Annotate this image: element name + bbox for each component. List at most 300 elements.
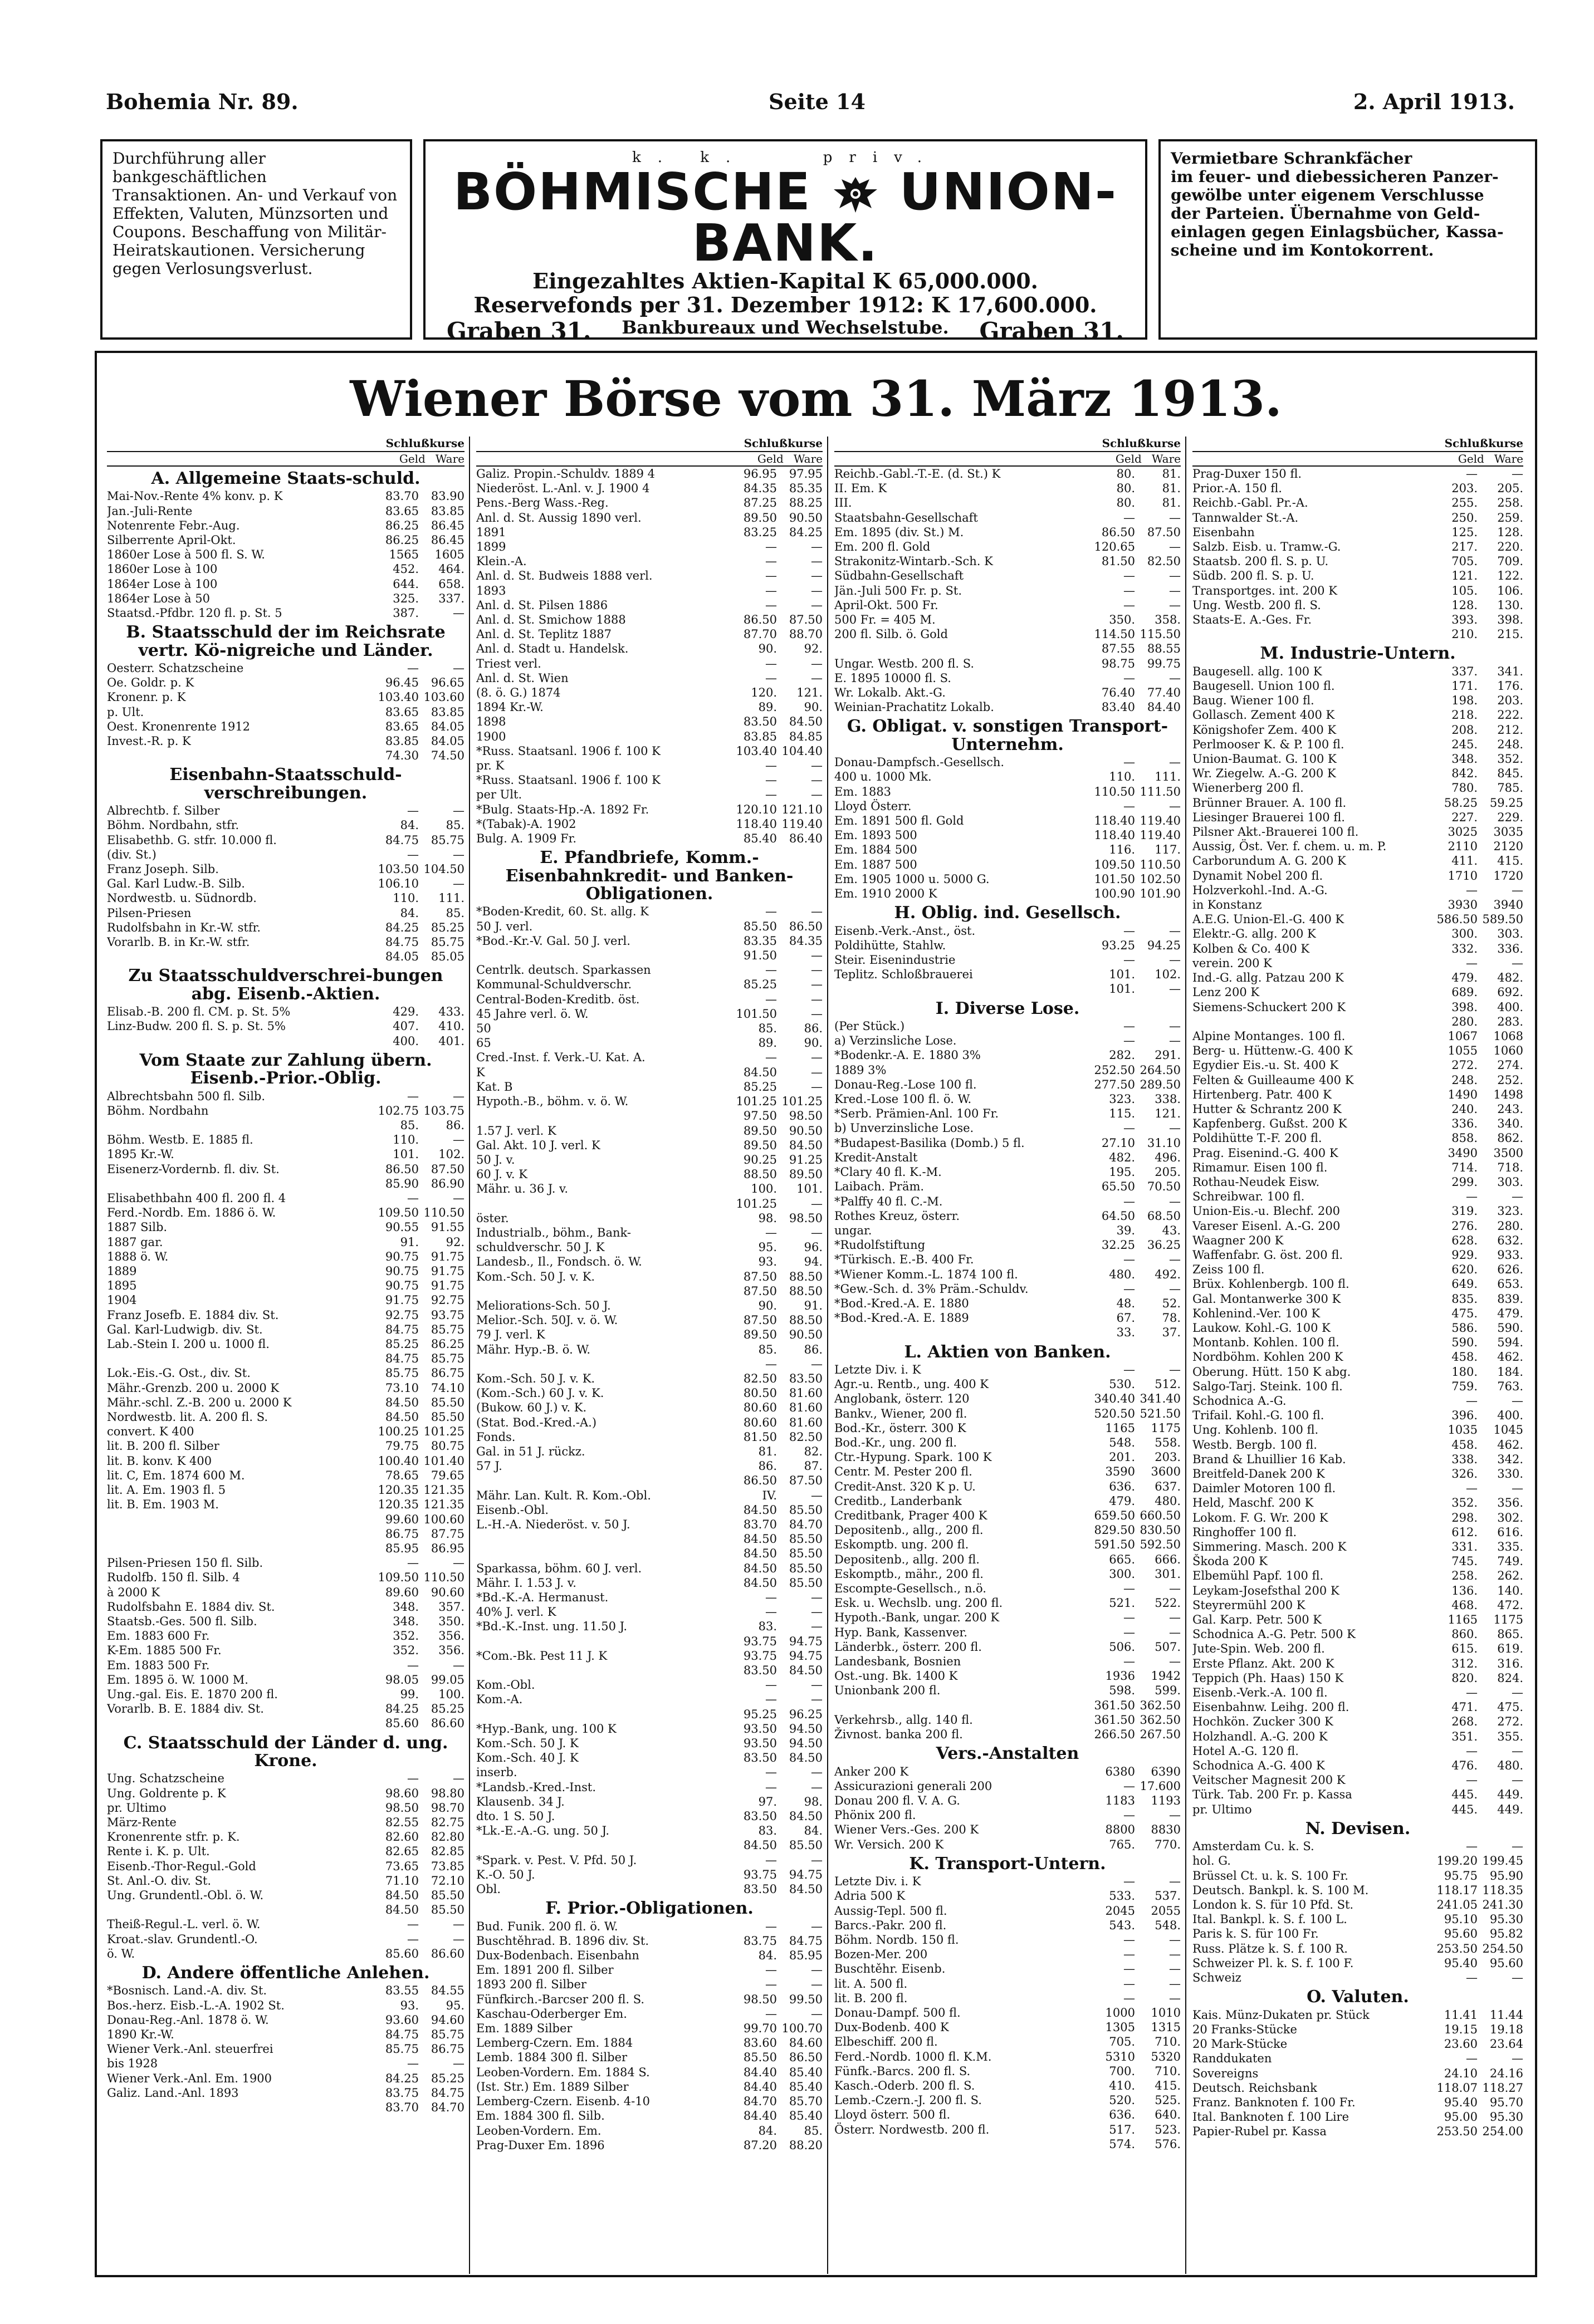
quotation-row [476,904,823,919]
ware-value: 95. [446,1998,464,2012]
geld-value: — [765,671,777,685]
security-name: Em. 1893 500 [834,828,917,842]
security-name: convert. K 400 [107,1425,194,1439]
ware-value: 512. [1155,1377,1181,1391]
geld-value: 128. [1451,598,1478,612]
geld-value: 93.50 [743,1722,777,1735]
geld-value: 482. [1109,1150,1135,1164]
geld-value: — [765,963,777,977]
ware-value: 86. [804,1342,823,1356]
geld-value: 90. [758,642,777,656]
security-name: Lemberg-Czern. Em. 1884 [476,2036,633,2050]
quotation-row [834,1683,1181,1698]
security-name: Steyrermühl 200 K [1192,1598,1305,1612]
geld-value: 277.50 [1094,1077,1135,1091]
geld-value: 87.20 [743,2138,777,2152]
ware-value: — [1512,1744,1523,1758]
security-name: lit. C, Em. 1874 600 M. [107,1468,245,1482]
geld-value: 714. [1451,1160,1478,1174]
geld-value: 2110 [1448,840,1478,854]
quotation-row [476,1007,823,1021]
security-name: hol. G. [1192,1854,1231,1868]
ware-value: — [1512,2052,1523,2066]
quotation-row [834,612,1181,627]
ware-value: 84.35 [789,934,823,948]
ware-value: 87.50 [431,1162,464,1176]
ware-value: 85.75 [431,833,464,847]
security-name: Linz-Budw. 200 fl. S. p. St. 5% [107,1019,286,1033]
geld-value: 85.75 [385,1366,419,1380]
ware-value: 1498 [1493,1087,1523,1101]
ware-value: 104.40 [781,744,823,758]
ware-value: 710. [1155,2035,1181,2049]
quotation-row [1192,1438,1523,1452]
ware-value: 95.70 [1489,2095,1523,2109]
quotation-row [1192,1554,1523,1568]
security-name: Klausenb. 34 J. [476,1795,565,1808]
ware-value: — [811,1693,823,1707]
quotation-row [1192,1175,1523,1189]
geld-value: 445. [1451,1802,1478,1816]
ware-value: 301. [1155,1567,1181,1581]
security-name: Held, Maschf. 200 K [1192,1496,1314,1510]
quotation-row [1192,2095,1523,2110]
security-name: Eskomptb., mähr., 200 fl. [834,1567,984,1581]
quotation-row [476,2094,823,2109]
quotation-row [834,1822,1181,1837]
ware-value: 85.75 [431,935,464,949]
ware-value: — [811,1678,823,1692]
geld-value: 114.50 [1094,627,1135,641]
geld-value: 929. [1451,1248,1478,1262]
security-name: *Boden-Kredit, 60. St. allg. K [476,905,649,919]
ware-value: — [1169,671,1181,685]
quotation-row [476,1313,823,1327]
security-name: Vorarlb. B. E. 1884 div. St. [107,1702,264,1716]
ware-value: 248. [1497,737,1523,751]
geld-value: 612. [1451,1525,1478,1539]
quotation-row [834,1362,1181,1377]
quotation-row [476,2021,823,2036]
security-name: Sovereigns [1192,2066,1259,2080]
geld-value: 3490 [1448,1146,1478,1160]
security-name: Reichb.-Gabl.-T.-E. (d. St.) K [834,467,1001,481]
quotation-row [834,1435,1181,1450]
quotation-row [1192,1568,1523,1583]
section-heading: Vom Staate zur Zahlung übern. Eisenb.-Prior.-Oblig. [139,1050,432,1089]
security-name [1192,627,1432,641]
geld-value: 323. [1109,1092,1135,1106]
quotation-row [476,1619,823,1634]
geld-value: — [1466,1773,1478,1787]
security-name: 1889 3% [834,1063,887,1077]
ware-value: — [811,1357,823,1371]
ware-value: 1060 [1493,1044,1523,1058]
quotation-row [107,1322,464,1337]
geld-value: 83.25 [743,525,777,539]
ware-value: 88.50 [789,1313,823,1327]
security-name: Galiz. Land.-Anl. 1893 [107,2086,239,2100]
geld-value: 95.40 [1444,2095,1478,2109]
security-name: Eisenb.-Obl. [476,1503,549,1517]
security-name: Ung. Goldrente p. K [107,1786,226,1800]
security-name: Kronenrente stfr. p. K. [107,1830,240,1844]
quotation-row [476,1517,823,1532]
ware-value: — [811,978,823,992]
geld-value: 90.25 [743,1153,777,1166]
geld-value: — [407,1089,419,1103]
geld-value: 80. [1116,467,1135,481]
quotation-row [476,1546,823,1561]
security-name: Anl. d. St. Teplitz 1887 [476,627,612,641]
ware-value: 666. [1155,1552,1181,1566]
geld-value: 84.40 [743,2065,777,2079]
security-name [476,1634,731,1649]
quotation-row [1192,627,1523,641]
security-name: Mähr. Hyp.-B. ö. W. [476,1342,591,1356]
ware-value: 356. [438,1629,464,1643]
quotation-row [107,1176,464,1191]
security-name: Assicurazioni generali 200 [834,1779,992,1793]
quotation-row [107,1998,464,2013]
geld-value: 84. [758,2124,777,2137]
geld-value: — [1466,1190,1478,1204]
quotation-row [834,1977,1181,1991]
security-name: Creditb., Landerbank [834,1494,962,1508]
security-name: (Stat. Bod.-Kred.-A.) [476,1415,597,1429]
ware-value: 267.50 [1140,1728,1181,1741]
security-name: Barcs.-Pakr. 200 fl. [834,1918,947,1932]
ware-value: — [453,1918,464,1931]
geld-value: 338. [1451,1452,1478,1466]
quotation-row [107,1104,464,1118]
quotation-row [476,758,823,773]
security-name: 20 Mark-Stücke [1192,2037,1288,2051]
security-name: Mähr. Lan. Kult. R. Kom.-Obl. [476,1488,651,1502]
ware-value: — [1169,924,1181,938]
security-name: lit. B. 200 fl. Silber [107,1439,219,1453]
geld-value: — [765,1853,777,1867]
quotation-row [476,1838,823,1852]
geld-value: — [765,905,777,919]
geld-value: 95.60 [1444,1927,1478,1941]
ware-value: 594. [1497,1336,1523,1350]
quotation-row [107,518,464,533]
ware-value: 352. [1497,752,1523,766]
security-name: Jute-Spin. Web. 200 fl. [1192,1642,1325,1656]
quotation-row [834,1179,1181,1194]
ware-value: — [1169,1875,1181,1889]
security-name: Albrechtb. f. Silber [107,804,220,818]
quotation-row [834,2034,1181,2049]
ware-value: 87.50 [789,1474,823,1488]
quotation-row [1192,810,1523,825]
ware-value: 205. [1155,1165,1181,1179]
geld-value: — [1123,1625,1135,1639]
security-name: *Bod.-Kr.-V. Gal. 50 J. verl. [476,934,630,948]
security-name [107,1034,373,1048]
security-name: Eisenb.-Thor-Regul.-Gold [107,1859,256,1873]
section-heading: I. Diverse Lose. [935,998,1080,1018]
quotation-row [476,1992,823,2007]
geld-value: 312. [1451,1656,1478,1670]
security-name: lit. B. konv. K 400 [107,1454,212,1468]
ware-value: 86.60 [431,1717,464,1730]
quotation-columns [102,437,1534,2274]
geld-value: — [1466,883,1478,897]
ware-value: 2055 [1151,1904,1181,1918]
ware-value: 341.40 [1140,1392,1181,1406]
quotation-row [1192,1700,1523,1714]
quotation-row [107,489,464,503]
geld-value: 74.30 [385,749,419,763]
ware-value: 496. [1155,1150,1181,1164]
quotation-row [834,1092,1181,1106]
geld-value: 201. [1109,1450,1135,1464]
geld-value: 89.50 [743,1138,777,1152]
security-name: Staats-E. A.-Ges. Fr. [1192,613,1312,627]
ware-value: 763. [1497,1379,1523,1393]
ware-value: 462. [1497,1438,1523,1452]
security-name: *Palffy 40 fl. C.-M. [834,1194,943,1208]
geld-value: 331. [1451,1540,1478,1554]
quotation-row [107,1932,464,1947]
ware-value: 362.50 [1140,1698,1181,1712]
ware-value: 619. [1497,1642,1523,1656]
ware-value: 84.70 [789,1517,823,1531]
quotation-row [834,1727,1181,1742]
ad-text-line: Vermietbare Schrankfächer [1171,149,1412,168]
geld-value: 387. [393,606,419,620]
geld-value: 97. [758,1795,777,1808]
quotation-row [1192,1912,1523,1926]
geld-value: 842. [1451,767,1478,781]
security-name: Ital. Banknoten f. 100 Lire [1192,2110,1349,2124]
security-name [476,1473,731,1488]
geld-value: 620. [1451,1263,1478,1277]
quotation-row [834,1377,1181,1391]
ware-value: 81. [1162,467,1181,481]
quotation-row [476,1473,823,1488]
ware-value: 845. [1497,767,1523,781]
ware-value: — [453,847,464,861]
geld-value: 1165 [1448,1613,1478,1627]
ware-value: — [453,1658,464,1672]
geld-value: — [407,1918,419,1931]
geld-value: 280. [1451,1014,1478,1028]
ware-value: 90. [804,1036,823,1050]
quotation-row [476,744,823,758]
ware-value: — [811,1051,823,1065]
quotation-row [834,1596,1181,1610]
security-name: Škoda 200 K [1192,1555,1268,1568]
security-name: Hirtenberg. Patr. 400 K [1192,1087,1332,1101]
security-name: Vareser Eisenl. A.-G. 200 [1192,1219,1341,1233]
quotation-row [834,1267,1181,1282]
quotation-row [834,627,1181,641]
geld-value: 429. [393,1005,419,1019]
security-name: *Russ. Staatsanl. 1906 f. 100 K [476,744,661,758]
geld-value: 1067 [1448,1029,1478,1043]
quotation-row [107,1512,464,1527]
quotation-row [476,1269,823,1284]
ware-value: 259. [1497,511,1523,524]
ware-value: 82.50 [789,1430,823,1444]
security-name: öster. [476,1211,509,1225]
geld-value: 84.50 [385,1395,419,1409]
geld-value: 266.50 [1094,1728,1135,1741]
geld-value: 101. [393,1148,419,1161]
quotation-row [476,1823,823,1838]
quotation-row [476,1181,823,1196]
ware-header: Ware [435,452,464,465]
ware-value: 101. [796,1182,823,1196]
geld-value: — [1123,1581,1135,1595]
ware-value: 119.40 [1140,814,1181,828]
quotation-row [834,1947,1181,1962]
security-name: Hotel A.-G. 120 fl. [1192,1744,1299,1758]
security-name: per Ult. [476,788,522,802]
geld-value: — [1123,584,1135,597]
geld-value: — [407,1658,419,1672]
column-header-schlusskurse: Schlußkurse [476,437,823,452]
quotation-row [476,1722,823,1736]
ware-value: 616. [1497,1525,1523,1539]
ware-value: — [811,1919,823,1933]
quotation-row [476,2036,823,2050]
ware-value: 658. [438,577,464,591]
ware-value: 101.25 [423,1425,464,1439]
geld-value: 24.10 [1444,2066,1478,2080]
geld-value: 820. [1451,1671,1478,1685]
geld-value: 95.75 [1444,1869,1478,1882]
security-name: Union-Baumat. G. 100 K [1192,752,1337,766]
ware-value: 303. [1497,1175,1523,1189]
quotation-row [107,1454,464,1468]
quotation-row [107,2027,464,2042]
geld-value: 398. [1451,1000,1478,1014]
geld-value: 91.75 [385,1293,419,1307]
geld-value: 84.50 [743,1547,777,1561]
ware-value: 85.50 [789,1503,823,1517]
security-name [834,641,1089,656]
security-name: Mai-Nov.-Rente 4% konv. p. K [107,489,283,503]
ware-value: — [1512,1773,1523,1787]
security-name: Lloyd österr. 500 fl. [834,2108,951,2122]
geld-value: 300. [1451,927,1478,941]
quotation-row [476,977,823,992]
geld-value: 86. [758,1459,777,1473]
security-name: 50 [476,1022,491,1036]
geld-value: 110. [393,891,419,905]
ware-value: — [811,905,823,919]
geld-value: 33. [1116,1326,1135,1340]
geld-value: 548. [1109,1435,1135,1449]
security-name: Prag-Duxer 150 fl. [1192,467,1302,481]
quotation-row [834,2064,1181,2078]
security-name: Dux-Bodenbach. Eisenbahn [476,1949,639,1963]
ware-value: 97.95 [789,467,823,481]
security-name: Böhm. Nordbahn [107,1104,209,1117]
geld-value: 100.90 [1094,887,1135,901]
quotation-row [1192,1146,1523,1160]
ware-value: 81.60 [789,1386,823,1400]
ware-value: 84.75 [431,2086,464,2100]
quotation-row [1192,1350,1523,1364]
ware-value: 632. [1497,1233,1523,1247]
ware-value: — [811,1225,823,1239]
quotation-row [107,803,464,818]
security-name [107,1716,373,1730]
quotation-row [1192,2051,1523,2066]
ware-value: — [1169,540,1181,554]
ware-value: 92.75 [431,1293,464,1307]
ware-value: 82.75 [431,1815,464,1829]
quotation-row [834,481,1181,496]
ware-value: 95.82 [1489,1927,1523,1941]
ware-value: 85.75 [431,1322,464,1336]
quotation-row [476,1240,823,1254]
quotation-row [107,748,464,763]
ware-value: 81. [1162,482,1181,496]
ware-value: 78. [1162,1311,1181,1325]
security-name: pr. K [476,759,505,773]
security-name: Obl. [476,1882,501,1896]
security-name: 1893 [476,584,506,597]
geld-value: 85.50 [743,919,777,933]
ware-value: 101.25 [781,1095,823,1109]
security-name [476,1109,731,1123]
geld-value: 649. [1451,1277,1478,1291]
geld-value: 109.50 [378,1571,419,1585]
quotation-column [1188,437,1528,2274]
quotation-row [1192,1292,1523,1306]
quotation-row [834,685,1181,700]
geld-value: 79.75 [385,1439,419,1453]
ware-value: 84.50 [789,1138,823,1152]
security-name: Anker 200 K [834,1764,909,1778]
ware-value: 85.25 [431,920,464,934]
security-name: in Konstanz [1192,898,1262,912]
quotation-row [834,1209,1181,1223]
ware-value: 85.50 [789,1532,823,1546]
security-name: 1890 Kr.-W. [107,2027,174,2041]
ware-value: 84.50 [789,1664,823,1678]
ware-value: 86.40 [789,832,823,846]
quotation-row [107,906,464,920]
geld-value: 218. [1451,708,1478,722]
geld-value: 348. [1451,752,1478,766]
ware-value: — [1169,569,1181,583]
security-name: Schodnica A.-G. Petr. 500 K [1192,1627,1356,1641]
security-name: dto. 1 S. 50 J. [476,1810,555,1823]
geld-value: 85. [400,1119,419,1132]
geld-value: 705. [1451,555,1478,568]
quotation-row [834,1391,1181,1406]
ware-value: — [1169,1034,1181,1048]
ware-value: 98. [804,1795,823,1808]
security-name: Anl. d. St. Smichow 1888 [476,613,626,627]
security-name: Anl. d. St. Wien [476,671,569,685]
geld-value: — [407,847,419,861]
ware-value: 316. [1497,1656,1523,1670]
security-name: Mähr.-schl. Z.-B. 200 u. 2000 K [107,1395,292,1409]
ware-value: 1942 [1151,1669,1181,1683]
section-heading: C. Staatsschuld der Länder d. ung. Krone. [123,1733,448,1771]
geld-value: — [407,1192,419,1205]
ware-value: — [811,1963,823,1977]
quotation-row [1192,1073,1523,1087]
